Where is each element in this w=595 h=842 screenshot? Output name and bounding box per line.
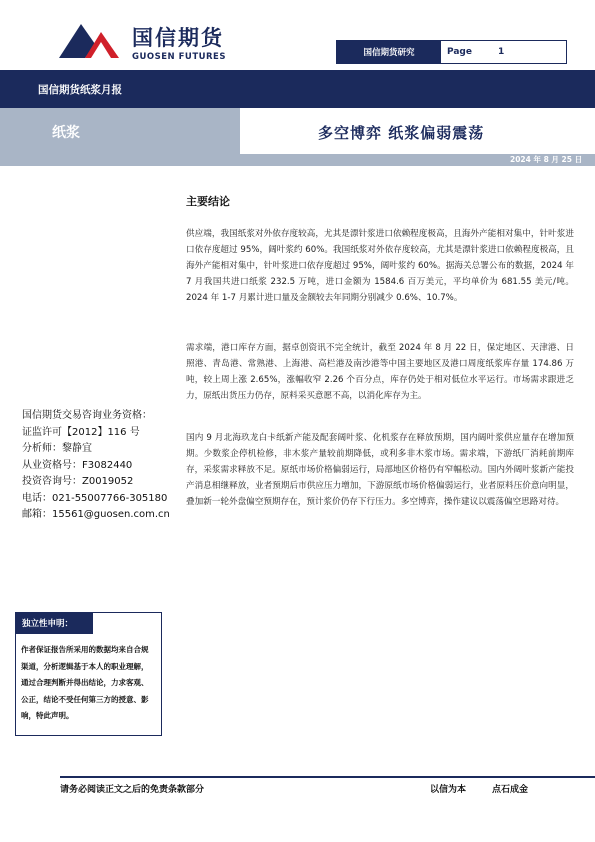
paragraph-demand: 需求端，港口库存方面，据卓创资讯不完全统计，截至 2024 年 8 月 22 日，保定地区、天津港、日照港、青岛港、常熟港、上海港、高栏港及南沙港等中国主要地区及港口周度纸浆库存量 174.86 万吨，较上周上涨 2.65%，涨幅收窄 2.26 个百分点，库存仍处于相对低位水平运行。市场需求跟进乏力，原纸出货压力仍存，原料采买意愿不高，以消化库存为主。: [186, 343, 574, 401]
footer-rule: [60, 776, 595, 778]
license-title: 国信期货交易咨询业务资格：: [22, 410, 152, 421]
independence-statement-text: 作者保证报告所采用的数据均来自合规渠道，分析逻辑基于本人的职业理解，通过合理判断并得出结论，力求客观、公正，结论不受任何第三方的授意、影响，特此声明。: [21, 645, 149, 720]
guosen-logo-icon: [55, 18, 127, 62]
page-indicator: [441, 41, 566, 63]
brand-name-cn: 国信期货: [132, 26, 224, 50]
analyst-name: 分析师：黎静宜: [22, 443, 92, 454]
report-date: 2024 年 8 月 25 日: [510, 155, 583, 164]
header-info-box: [336, 40, 567, 64]
section-title-conclusions: 主要结论: [186, 195, 230, 208]
independence-statement-title: 独立性申明：: [15, 612, 93, 634]
footer-slogan-2: 点石成金: [492, 785, 529, 795]
phone: 电话：021-55007766-305180: [22, 492, 168, 504]
footer-disclaimer-note: 请务必阅读正文之后的免责条款部分: [60, 785, 205, 795]
sector-band: [0, 108, 240, 154]
email: 邮箱：15561@guosen.com.cn: [22, 509, 170, 520]
report-title: 多空博弈 纸浆偏弱震荡: [318, 124, 485, 142]
brand-name-en: GUOSEN FUTURES: [132, 52, 226, 62]
paragraph-outlook: 国内 9 月北海玖龙白卡纸新产能及配套阔叶浆、化机浆存在释放预期，国内阔叶浆供应量存在增加预期。少数浆企停机检修，非木浆产量较前期降低，或利多非木浆市场。需求端，下游纸厂消耗前期库存，采浆需求释放不足。原纸市场价格偏弱运行，局部地区价格仍有窄幅松动。国内外阔叶浆新产能投产消息相继释放，业者预期后市供应压力增加，下游原纸市场价格偏弱运行，业者原料压价意向明显，叠加新一轮外盘偏空预期存在，预计浆价仍存下行压力。多空博弈，操作建议以震荡偏空思路对待。: [186, 433, 574, 507]
report-series-name: 国信期货纸浆月报: [38, 84, 122, 96]
research-dept-label: 国信期货研究: [337, 41, 441, 63]
sector-label: 纸浆: [52, 125, 80, 141]
date-bar: [0, 154, 595, 166]
footer-slogan-1: 以信为本: [430, 785, 467, 795]
page-label: Page: [447, 47, 472, 57]
paragraph-supply: 供应端，我国纸浆对外依存度较高，尤其是漂针浆进口依赖程度极高，且海外产能相对集中，针叶浆进口依存度超过 95%，阔叶浆约 60%。我国纸浆对外依存度较高，尤其是漂针浆进口依赖程度极高，且海外产能相对集中，针叶浆进口依存度超过 95%，阔叶浆约 60%。据海关总署公布的数据，2024 年 7 月我国共进口纸浆 232.5 万吨，进口金额为 1584.6 百万美元，平均单价为 681.55 美元/吨。2024 年 1-7 月累计进口量及金额较去年同期分别减少 0.6%、10.7%。: [186, 229, 574, 303]
qualification-number: 从业资格号：F3082440: [22, 459, 133, 471]
license-number: 证监许可【2012】116 号: [22, 426, 140, 438]
consulting-number: 投资咨询号：Z0019052: [22, 476, 134, 487]
page-number: 1: [497, 47, 505, 57]
analyst-contact-block: [22, 408, 182, 524]
